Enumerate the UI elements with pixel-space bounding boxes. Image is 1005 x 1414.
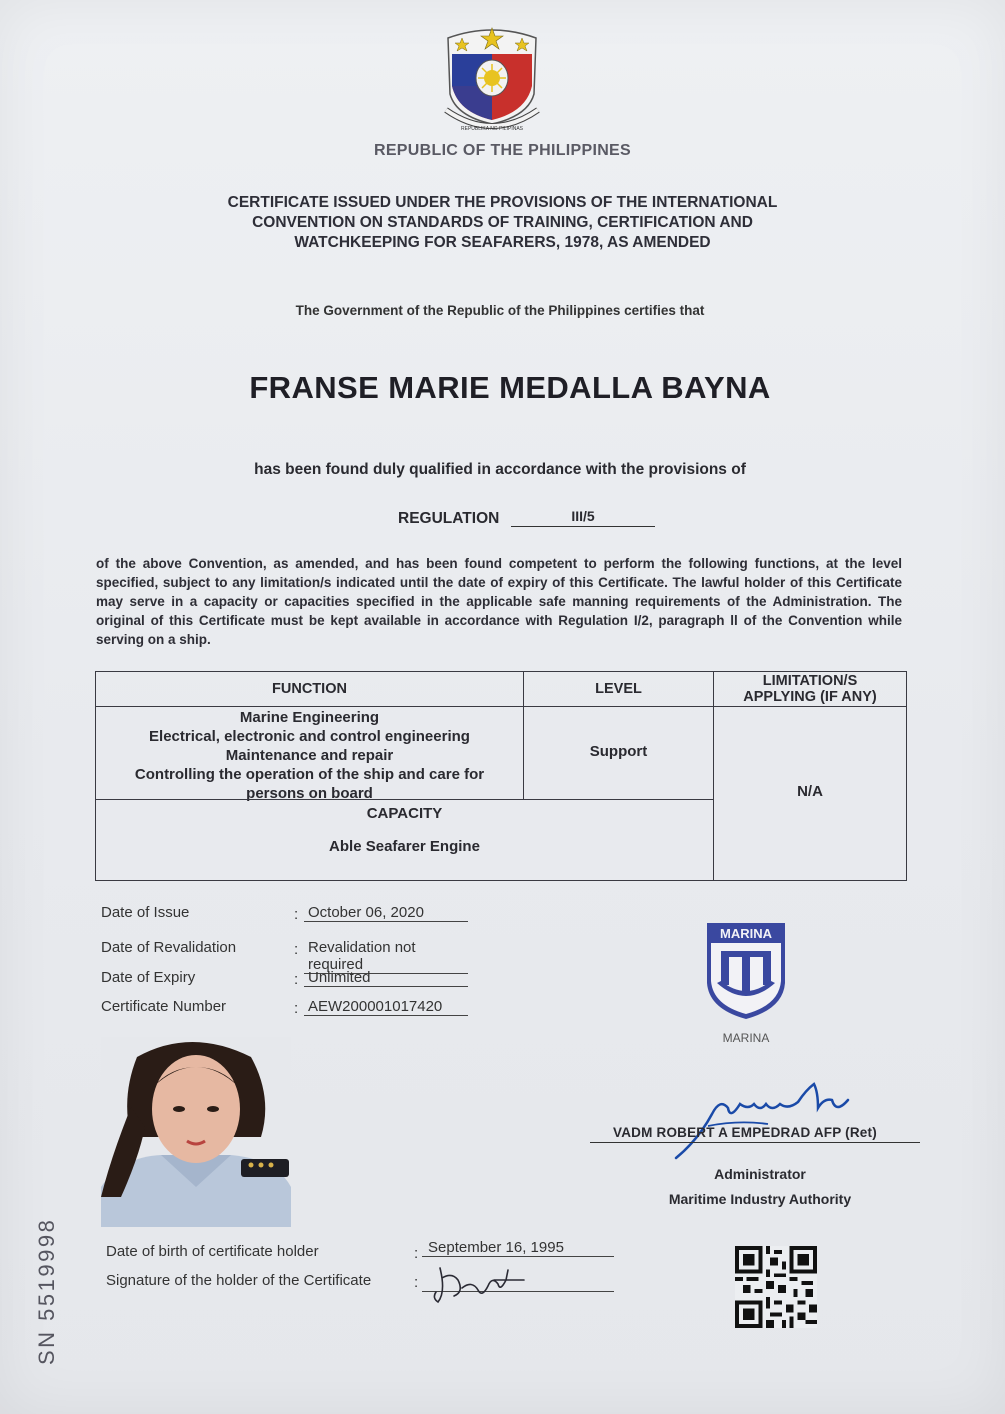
holder-signature-row: Signature of the holder of the Certificate : xyxy=(106,1272,616,1302)
serial-number: SN 5519998 xyxy=(34,1217,59,1365)
marina-logo-text: MARINA xyxy=(720,926,772,941)
function-cell xyxy=(95,706,524,800)
country-title: REPUBLIC OF THE PHILIPPINES xyxy=(373,142,631,159)
qualified-text: has been found duly qualified in accordance with the provisions of xyxy=(254,461,746,478)
level-header: LEVEL xyxy=(523,671,714,707)
signatory-title xyxy=(600,1162,920,1212)
holder-info-label: Signature of the holder of the Certificate xyxy=(106,1272,372,1289)
marina-logo-icon xyxy=(705,921,787,1021)
signature-line xyxy=(590,1142,920,1143)
function-item: Electrical, electronic and control engineering xyxy=(149,728,470,745)
certifies-text: The Government of the Republic of the Philippines certifies that xyxy=(295,303,705,318)
capacity-value: Able Seafarer Engine xyxy=(329,838,480,855)
function-item: Marine Engineering xyxy=(239,709,380,726)
signatory-name: VADM ROBERT A EMPEDRAD AFP (Ret) xyxy=(613,1125,877,1140)
holder-photo xyxy=(101,1037,291,1227)
function-item: Maintenance and repair xyxy=(225,747,394,764)
holder-info-label: Date of birth of certificate holder xyxy=(106,1243,319,1260)
limitation-header-line: LIMITATION/S xyxy=(762,673,858,689)
convention-paragraph: of the above Convention, as amended, and has been found competent to perform the following functions, at the level specified, subject to any limitation/s indicated until the date of expiry of this Certificate. The lawful holder of this Certificate may serve in a capacity or capacities specified in the applicable safe manning requirements of the Administration. The original of this Certificate must be kept available in accordance with Regulation I/2, paragraph ll of the Convention while serving on a ship. xyxy=(96,556,902,647)
date-label: Date of Expiry xyxy=(101,969,196,986)
date-value: October 06, 2020 xyxy=(304,904,468,922)
certificate-number: AEW200001017420 xyxy=(304,998,468,1016)
qr-code-icon xyxy=(735,1246,817,1328)
capacity-cell xyxy=(95,799,714,881)
date-of-expiry-row: Date of Expiry : Unlimited xyxy=(101,969,481,997)
limitation-cell: N/A xyxy=(713,706,907,881)
date-of-issue-row: Date of Issue : October 06, 2020 xyxy=(101,904,481,932)
seal-motto: REPUBLIKA NG PILIPINAS xyxy=(461,126,523,132)
administrator-signature xyxy=(668,1080,868,1160)
function-header: FUNCTION xyxy=(95,671,524,707)
date-of-birth-row: Date of birth of certificate holder : September 16, 1995 xyxy=(106,1243,616,1273)
regulation-label: REGULATION xyxy=(398,510,500,527)
date-of-revalidation-row: Date of Revalidation : Revalidation not required xyxy=(101,939,481,967)
limitation-header xyxy=(713,671,907,707)
holder-name: FRANSE MARIE MEDALLA BAYNA xyxy=(249,370,771,405)
date-value: Unlimited xyxy=(304,969,468,987)
signatory-organization: Maritime Industry Authority xyxy=(668,1191,852,1207)
philippine-seal-icon xyxy=(438,24,546,136)
level-cell: Support xyxy=(523,706,714,800)
date-value: Revalidation not required xyxy=(304,939,468,974)
certificate-heading xyxy=(150,193,855,253)
holder-signature xyxy=(428,1262,528,1306)
capacity-label: CAPACITY xyxy=(366,805,443,822)
function-item: Controlling the operation of the ship and care for xyxy=(134,766,485,783)
date-label: Certificate Number xyxy=(101,998,227,1015)
date-label: Date of Issue xyxy=(101,904,190,921)
function-item: persons on board xyxy=(246,785,373,802)
date-label: Date of Revalidation xyxy=(101,939,237,956)
signatory-position: Administrator xyxy=(714,1166,806,1182)
marina-caption: MARINA xyxy=(722,1031,770,1045)
holder-info-value: September 16, 1995 xyxy=(422,1239,614,1257)
limitation-header-line: APPLYING (IF ANY) xyxy=(743,689,877,705)
functions-table xyxy=(95,671,907,881)
heading-line: CERTIFICATE ISSUED UNDER THE PROVISIONS OF THE INTERNATIONAL xyxy=(227,194,778,211)
regulation-value: III/5 xyxy=(511,508,655,527)
heading-line: CONVENTION ON STANDARDS OF TRAINING, CERTIFICATION AND xyxy=(252,214,753,231)
certificate-number-row: Certificate Number : AEW200001017420 xyxy=(101,998,481,1026)
heading-line: WATCHKEEPING FOR SEAFARERS, 1978, AS AMENDED xyxy=(294,234,711,251)
